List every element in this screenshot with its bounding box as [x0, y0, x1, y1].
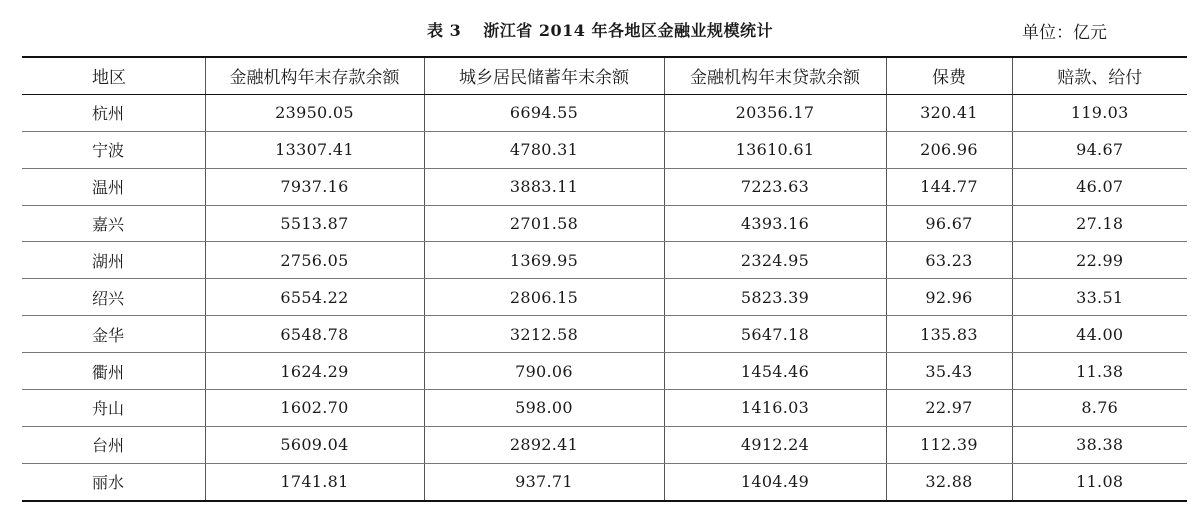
table-row	[22, 390, 1187, 427]
table-row	[22, 94, 1187, 131]
cell-loan-balance: 13610.61	[664, 131, 886, 168]
cell-claims: 46.07	[1012, 168, 1187, 205]
cell-loan-balance: 5823.39	[664, 279, 886, 316]
cell-region: 杭州	[22, 94, 205, 131]
cell-region: 绍兴	[22, 279, 205, 316]
cell-region: 宁波	[22, 131, 205, 168]
cell-deposit-balance: 5513.87	[205, 205, 424, 242]
cell-region: 温州	[22, 168, 205, 205]
cell-premium: 92.96	[886, 279, 1012, 316]
column-header-deposit-balance: 金融机构年末存款余额	[205, 57, 424, 94]
cell-loan-balance: 2324.95	[664, 242, 886, 279]
table-row	[22, 426, 1187, 463]
column-header-premium: 保费	[886, 57, 1012, 94]
cell-savings-balance: 6694.55	[424, 94, 664, 131]
cell-claims: 27.18	[1012, 205, 1187, 242]
table-title: 浙江省 2014 年各地区金融业规模统计	[483, 21, 773, 40]
cell-region: 舟山	[22, 390, 205, 427]
cell-premium: 63.23	[886, 242, 1012, 279]
cell-premium: 144.77	[886, 168, 1012, 205]
cell-savings-balance: 2806.15	[424, 279, 664, 316]
cell-claims: 94.67	[1012, 131, 1187, 168]
cell-deposit-balance: 1741.81	[205, 463, 424, 500]
table-body	[22, 94, 1187, 500]
cell-claims: 11.08	[1012, 463, 1187, 500]
cell-deposit-balance: 5609.04	[205, 426, 424, 463]
cell-loan-balance: 4912.24	[664, 426, 886, 463]
cell-premium: 135.83	[886, 316, 1012, 353]
table-row	[22, 353, 1187, 390]
cell-claims: 33.51	[1012, 279, 1187, 316]
table-row	[22, 205, 1187, 242]
cell-loan-balance: 1416.03	[664, 390, 886, 427]
cell-loan-balance: 1454.46	[664, 353, 886, 390]
cell-premium: 22.97	[886, 390, 1012, 427]
table-header-row	[22, 57, 1187, 94]
table-row	[22, 168, 1187, 205]
cell-deposit-balance: 1602.70	[205, 390, 424, 427]
column-header-savings-balance: 城乡居民储蓄年末余额	[424, 57, 664, 94]
cell-savings-balance: 3883.11	[424, 168, 664, 205]
cell-deposit-balance: 1624.29	[205, 353, 424, 390]
cell-region: 台州	[22, 426, 205, 463]
cell-savings-balance: 2892.41	[424, 426, 664, 463]
table-caption-row	[0, 0, 1200, 56]
cell-loan-balance: 4393.16	[664, 205, 886, 242]
cell-region: 嘉兴	[22, 205, 205, 242]
cell-region: 衢州	[22, 353, 205, 390]
cell-savings-balance: 2701.58	[424, 205, 664, 242]
cell-savings-balance: 937.71	[424, 463, 664, 500]
cell-claims: 38.38	[1012, 426, 1187, 463]
cell-premium: 206.96	[886, 131, 1012, 168]
cell-loan-balance: 1404.49	[664, 463, 886, 500]
table-row	[22, 463, 1187, 500]
cell-deposit-balance: 7937.16	[205, 168, 424, 205]
cell-savings-balance: 4780.31	[424, 131, 664, 168]
table-row	[22, 242, 1187, 279]
cell-savings-balance: 598.00	[424, 390, 664, 427]
cell-loan-balance: 7223.63	[664, 168, 886, 205]
cell-savings-balance: 1369.95	[424, 242, 664, 279]
cell-deposit-balance: 2756.05	[205, 242, 424, 279]
cell-claims: 22.99	[1012, 242, 1187, 279]
cell-deposit-balance: 6554.22	[205, 279, 424, 316]
cell-region: 湖州	[22, 242, 205, 279]
table-caption	[0, 18, 1200, 41]
cell-deposit-balance: 6548.78	[205, 316, 424, 353]
cell-premium: 35.43	[886, 353, 1012, 390]
cell-claims: 11.38	[1012, 353, 1187, 390]
unit-note: 单位：亿元	[1022, 23, 1107, 43]
column-header-claims: 赔款、给付	[1012, 57, 1187, 94]
cell-premium: 32.88	[886, 463, 1012, 500]
table-row	[22, 316, 1187, 353]
cell-savings-balance: 790.06	[424, 353, 664, 390]
cell-loan-balance: 5647.18	[664, 316, 886, 353]
finance-table	[22, 56, 1187, 502]
cell-loan-balance: 20356.17	[664, 94, 886, 131]
cell-claims: 119.03	[1012, 94, 1187, 131]
column-header-loan-balance: 金融机构年末贷款余额	[664, 57, 886, 94]
table-number: 表 3	[427, 21, 462, 40]
cell-deposit-balance: 13307.41	[205, 131, 424, 168]
cell-region: 金华	[22, 316, 205, 353]
column-header-region: 地区	[22, 57, 205, 94]
cell-claims: 44.00	[1012, 316, 1187, 353]
table-row	[22, 279, 1187, 316]
cell-claims: 8.76	[1012, 390, 1187, 427]
cell-premium: 112.39	[886, 426, 1012, 463]
cell-premium: 96.67	[886, 205, 1012, 242]
table-row	[22, 131, 1187, 168]
cell-deposit-balance: 23950.05	[205, 94, 424, 131]
cell-savings-balance: 3212.58	[424, 316, 664, 353]
cell-region: 丽水	[22, 463, 205, 500]
cell-premium: 320.41	[886, 94, 1012, 131]
